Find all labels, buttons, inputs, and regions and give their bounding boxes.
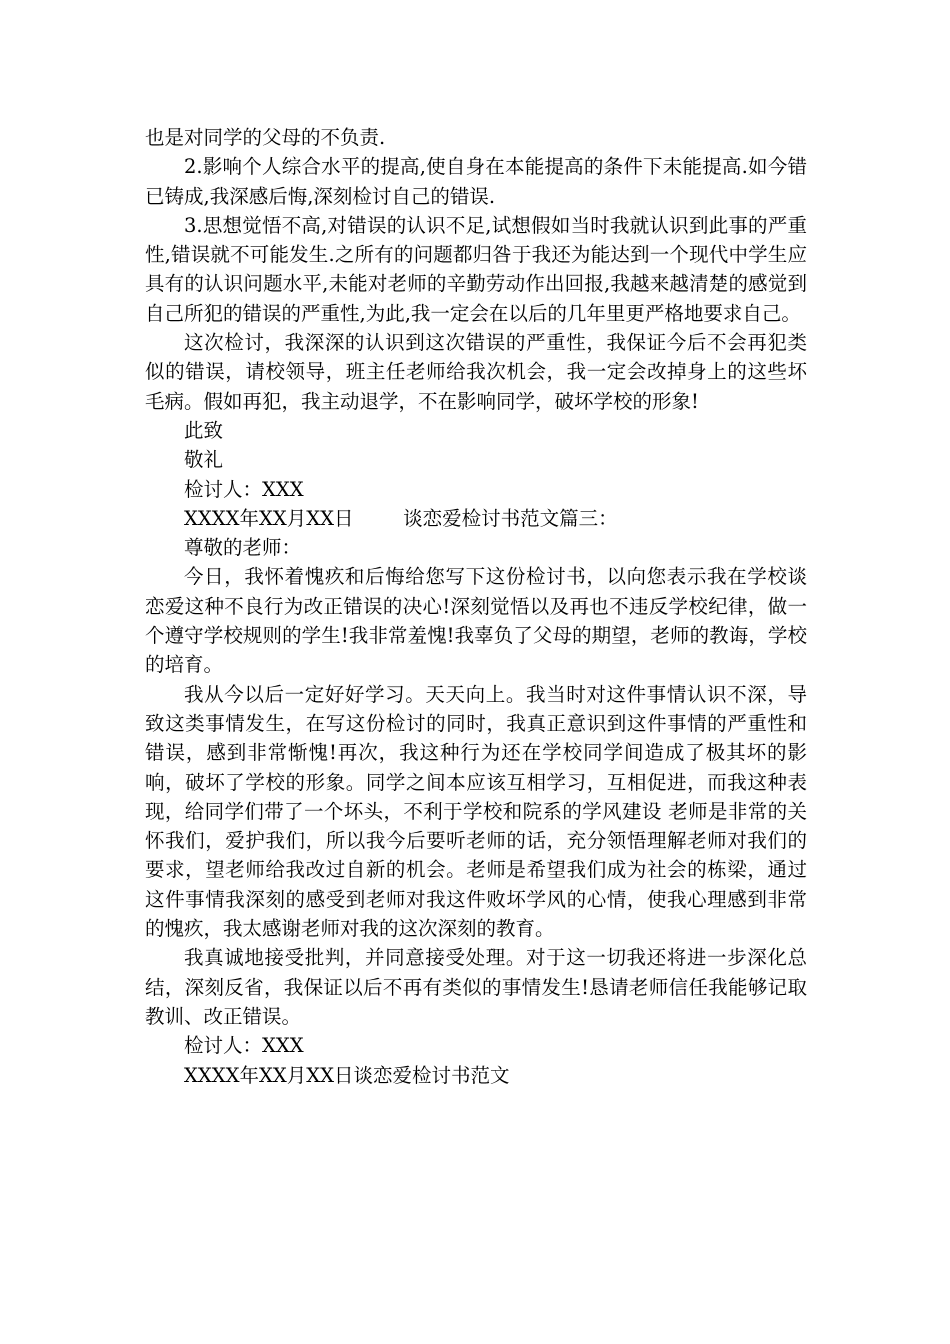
closing-regards: 敬礼 [184,448,224,472]
date-and-section-title: XXXX年XX月XX日 谈恋爱检讨书范文篇三： [184,506,618,530]
signature-line-2: 检讨人：XXX [184,1034,304,1058]
document-body [145,123,807,1090]
greeting-line: 尊敬的老师： [184,536,302,560]
paragraph-intro: 今日，我怀着愧疚和后悔给您写下这份检讨书，以向您表示我在学校谈恋爱这种不良行为改正错误的决心!深刻觉悟以及再也不违反学校纪律，做一个遵守学校规则的学生!我非常羞愧!我辜负了父母的期望，老师的教诲，学校的培育。 [145,565,807,677]
paragraph-reflection: 我从今以后一定好好学习。天天向上。我当时对这件事情认识不深，导致这类事情发生，在写这份检讨的同时，我真正意识到这件事情的严重性和错误，感到非常惭愧!再次，我这种行为还在学校同学间造成了极其坏的影响，破坏了学校的形象。同学之间本应该互相学习，互相促进，而我这种表现，给同学们带了一个坏头，不利于学校和院系的学风建设 老师是非常的关怀我们，爱护我们，所以我今后要听老师的话，充分领悟理解老师对我们的要求，望老师给我改过自新的机会。老师是希望我们成为社会的栋梁，通过这件事情我深刻的感受到老师对我这件败坏学风的心情，使我心理感到非常的愧疚，我太感谢老师对我的这次深刻的教育。 [145,682,807,941]
paragraph-pledge: 这次检讨，我深深的认识到这次错误的严重性，我保证今后不会再犯类似的错误，请校领导，班主任老师给我次机会，我一定会改掉身上的这些坏毛病。假如再犯，我主动退学，不在影响同学，破坏学校的形象! [145,331,807,413]
signature-line: 检讨人：XXX [184,477,304,501]
paragraph-acceptance: 我真诚地接受批判，并同意接受处理。对于这一切我还将进一步深化总结，深刻反省，我保证以后不再有类似的事情发生!恳请老师信任我能够记取教训、改正错误。 [145,946,807,1028]
paragraph-point-2: 2.影响个人综合水平的提高,使自身在本能提高的条件下未能提高.如今错已铸成,我深感后悔,深刻检讨自己的错误. [145,155,807,208]
paragraph-continuation: 也是对同学的父母的不负责. [145,126,386,149]
paragraph-point-3: 3.思想觉悟不高,对错误的认识不足,试想假如当时我就认识到此事的严重性,错误就不可能发生.之所有的问题都归咎于我还为能达到一个现代中学生应具有的认识问题水平,未能对老师的辛勤劳动作出回报,我越来越清楚的感觉到自己所犯的错误的严重性,为此,我一定会在以后的几年里更严格地要求自己。 [145,213,807,325]
closing-salutation: 此致 [184,418,224,442]
date-line-2: XXXX年XX月XX日谈恋爱检讨书范文 [184,1063,510,1087]
